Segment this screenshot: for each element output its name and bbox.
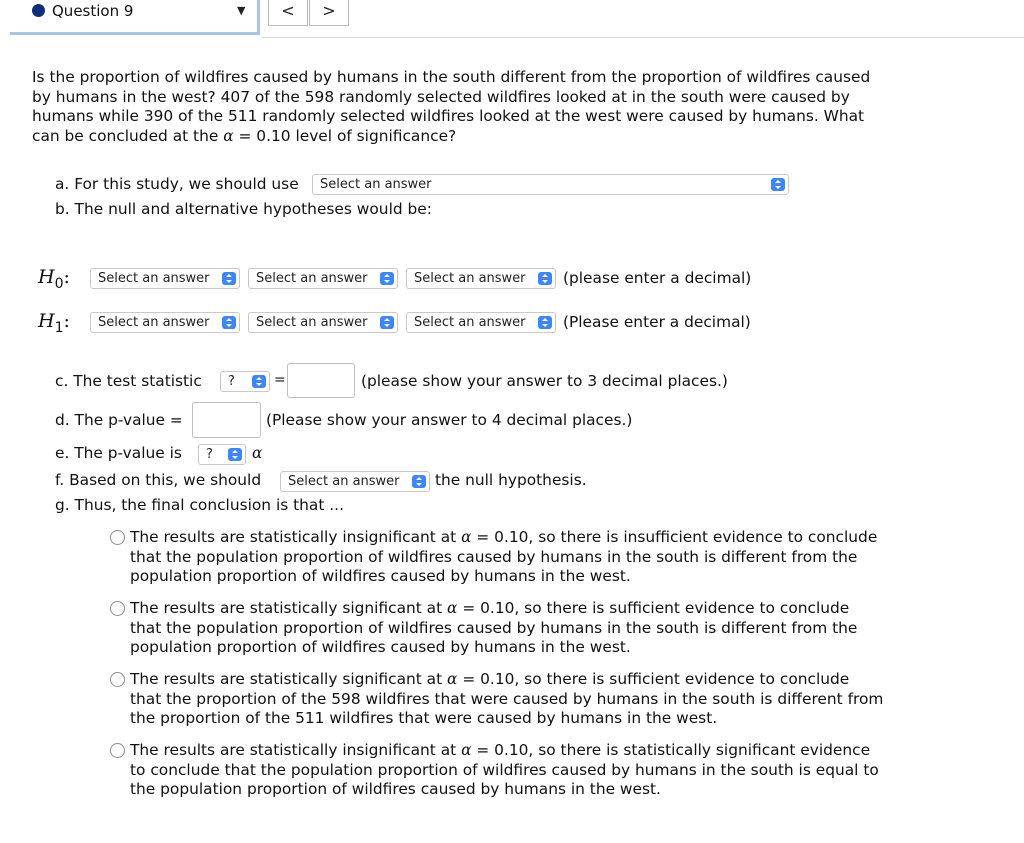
test-statistic-input[interactable] <box>287 363 355 398</box>
select-value: Select an answer <box>414 315 526 330</box>
select-arrows-icon <box>538 316 552 329</box>
option-text-part: = 0.10, so there is sufficient evidence to conclude <box>457 599 850 617</box>
alpha-symbol: α <box>447 599 458 617</box>
question-label: Question 9 <box>52 2 134 20</box>
select-value: Select an answer <box>256 315 368 330</box>
option-text-part: the population proportion of wildfires caused by humans in the west. <box>130 780 661 799</box>
conclusion-option[interactable] <box>110 670 900 729</box>
part-f-label: f. Based on this, we should <box>55 471 262 489</box>
h0-parameter-select[interactable] <box>90 268 240 289</box>
h-subscript: 1 <box>54 319 64 336</box>
p-value-input[interactable] <box>192 402 261 438</box>
part-d-label: d. The p-value = <box>55 411 183 429</box>
h-symbol: H <box>38 266 55 288</box>
select-arrows-icon <box>380 316 394 329</box>
part-b-label: b. The null and alternative hypotheses would be: <box>55 200 432 218</box>
option-text-part: population proportion of wildfires caused by humans in the west. <box>130 567 631 586</box>
part-c-note: (please show your answer to 3 decimal places.) <box>361 372 728 390</box>
alternative-hypothesis-label <box>38 310 70 336</box>
question-line <box>32 127 892 147</box>
h1-operator-select[interactable] <box>248 312 398 333</box>
option-text-part: The results are statistically insignificant at <box>130 528 462 546</box>
question-line: humans while 390 of the 511 randomly selected wildfires looked at the west were caused by humans. What <box>32 107 865 126</box>
select-value: Select an answer <box>98 271 210 286</box>
option-text-part: = 0.10, so there is statistically significant evidence <box>471 741 871 759</box>
option-text <box>130 670 900 729</box>
alpha-symbol: α <box>447 670 458 688</box>
conclusion-option[interactable] <box>110 528 900 587</box>
select-arrows-icon <box>380 272 394 285</box>
select-value: Select an answer <box>288 474 400 489</box>
option-text-part: The results are statistically insignificant at <box>130 741 462 759</box>
alpha-symbol: α <box>461 741 472 759</box>
h0-operator-select[interactable] <box>248 268 398 289</box>
option-text-part: = 0.10, so there is insufficient evidence to conclude <box>471 528 878 546</box>
option-text-part: that the proportion of the 598 wildfires that were caused by humans in the south is different from <box>130 689 884 708</box>
radio-button[interactable] <box>110 672 125 687</box>
radio-button[interactable] <box>110 530 125 545</box>
dropdown-caret-icon: ▼ <box>237 4 246 17</box>
null-hypothesis-label <box>38 266 70 292</box>
select-value: ? <box>228 374 235 389</box>
decision-select[interactable] <box>280 471 430 492</box>
alpha-symbol: α <box>252 444 263 462</box>
question-navigation-bar <box>0 0 1024 40</box>
select-arrows-icon <box>538 272 552 285</box>
part-d-note: (Please show your answer to 4 decimal places.) <box>266 411 633 429</box>
select-value: Select an answer <box>414 271 526 286</box>
select-value: Select an answer <box>320 177 432 192</box>
question-line-text: can be concluded at the <box>32 126 224 145</box>
select-arrows-icon <box>252 375 266 388</box>
h-symbol: H <box>38 310 55 332</box>
h0-value-select[interactable] <box>406 268 556 289</box>
h-colon: : <box>63 266 70 288</box>
next-question-button[interactable]: > <box>309 0 349 26</box>
study-type-select[interactable] <box>312 174 789 195</box>
option-text-part: that the population proportion of wildfires caused by humans in the south is different from the <box>130 547 858 566</box>
select-value: Select an answer <box>98 315 210 330</box>
h1-note: (Please enter a decimal) <box>563 313 751 331</box>
select-arrows-icon <box>222 316 236 329</box>
part-a-label: a. For this study, we should use <box>55 175 299 193</box>
h1-parameter-select[interactable] <box>90 312 240 333</box>
question-status-dot <box>32 4 45 17</box>
option-text <box>130 528 900 587</box>
previous-question-button[interactable]: < <box>268 0 308 26</box>
h0-note: (please enter a decimal) <box>563 269 752 287</box>
question-text <box>32 68 892 146</box>
select-value: Select an answer <box>256 271 368 286</box>
select-arrows-icon <box>771 178 785 191</box>
select-value: ? <box>206 447 213 462</box>
question-selector[interactable] <box>10 0 260 35</box>
radio-button[interactable] <box>110 601 125 616</box>
question-line-text: = 0.10 level of significance? <box>233 126 457 145</box>
option-text-part: that the population proportion of wildfires caused by humans in the south is different from the <box>130 618 858 637</box>
select-arrows-icon <box>412 475 426 488</box>
radio-button[interactable] <box>110 743 125 758</box>
alpha-symbol: α <box>461 528 472 546</box>
option-text-part: The results are statistically significant at <box>130 670 448 688</box>
alpha-symbol: α <box>223 126 234 145</box>
option-text-part: population proportion of wildfires caused by humans in the west. <box>130 638 631 657</box>
h-colon: : <box>63 310 70 332</box>
h-subscript: 0 <box>54 275 64 292</box>
header-divider <box>262 37 1024 38</box>
option-text-part: the proportion of the 511 wildfires that were caused by humans in the west. <box>130 709 718 728</box>
part-c-label: c. The test statistic <box>55 372 202 390</box>
select-arrows-icon <box>228 448 242 461</box>
select-arrows-icon <box>222 272 236 285</box>
conclusion-option[interactable] <box>110 599 900 658</box>
option-text-part: The results are statistically significant at <box>130 599 448 617</box>
equals-sign: = <box>274 372 286 388</box>
option-text <box>130 599 900 658</box>
question-line: Is the proportion of wildfires caused by humans in the south different from the proportion of wildfires caused <box>32 68 871 86</box>
p-value-comparison-select[interactable] <box>198 444 246 465</box>
part-f-suffix: the null hypothesis. <box>435 471 587 489</box>
part-g-label: g. Thus, the final conclusion is that ... <box>55 496 344 514</box>
option-text <box>130 741 900 800</box>
option-text-part: = 0.10, so there is sufficient evidence to conclude <box>457 670 850 688</box>
part-e-label: e. The p-value is <box>55 444 182 462</box>
test-statistic-type-select[interactable] <box>220 371 270 392</box>
conclusion-option[interactable] <box>110 741 900 800</box>
option-text-part: to conclude that the population proportion of wildfires caused by humans in the south is equal to <box>130 760 879 779</box>
h1-value-select[interactable] <box>406 312 556 333</box>
question-line: by humans in the west? 407 of the 598 randomly selected wildfires looked at in the south were caused by <box>32 87 850 106</box>
